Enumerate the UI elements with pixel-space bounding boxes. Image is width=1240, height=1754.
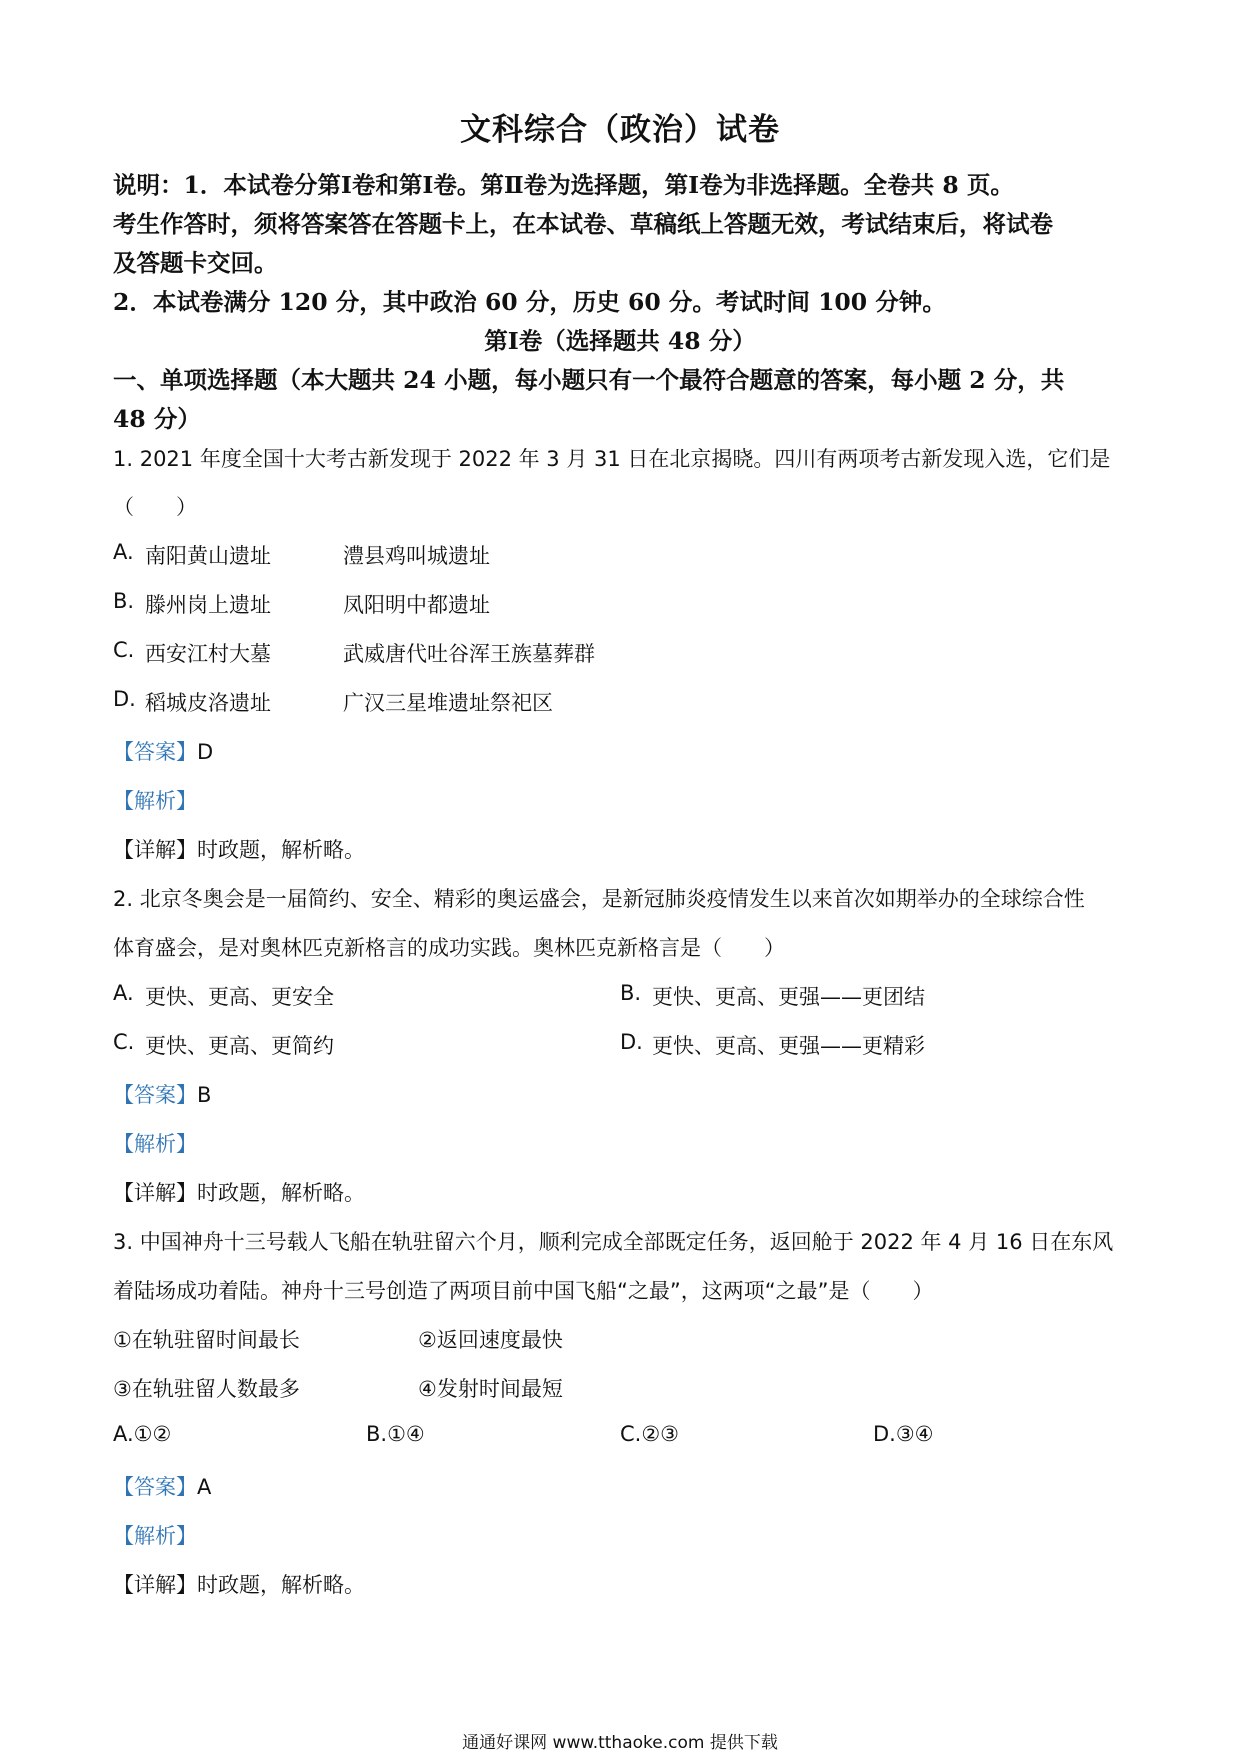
option-label: D. — [873, 1422, 896, 1446]
q1-option-a-site-1: 南阳黄山遗址 — [145, 544, 271, 568]
q2-option-a-text: 更快、更高、更安全 — [145, 985, 334, 1009]
answer-tag: 【答案】 — [113, 740, 197, 764]
q1-option-a-label: A. — [113, 540, 134, 564]
q3-option-b — [366, 1422, 425, 1446]
q3-item-1: ①在轨驻留时间最长 — [113, 1328, 300, 1352]
q1-option-c-site-2: 武威唐代吐谷浑王族墓葬群 — [343, 642, 595, 666]
option-text: ①④ — [387, 1422, 425, 1446]
page-title: 文科综合（政治）试卷 — [460, 112, 780, 148]
q1-detail: 【详解】时政题，解析略。 — [113, 838, 365, 862]
q2-option-b-label: B. — [620, 981, 642, 1005]
q1-option-d-site-1: 稻城皮洛遗址 — [145, 691, 271, 715]
question-3-stem-line-2: 着陆场成功着陆。神舟十三号创造了两项目前中国飞船“之最”，这两项“之最”是（ ） — [113, 1279, 934, 1303]
option-label: C. — [620, 1422, 642, 1446]
q3-detail: 【详解】时政题，解析略。 — [113, 1573, 365, 1597]
q2-option-a-label: A. — [113, 981, 134, 1005]
question-2-stem-line-2: 体育盛会，是对奥林匹克新格言的成功实践。奥林匹克新格言是（ ） — [113, 936, 785, 960]
q2-option-b-text: 更快、更高、更强——更团结 — [652, 985, 925, 1009]
page-footer: 通通好课网 www.tthaoke.com 提供下载 — [462, 1733, 778, 1753]
q1-option-c-label: C. — [113, 638, 135, 662]
option-text: ③④ — [895, 1422, 934, 1446]
section-heading: 第Ⅰ卷（选择题共 48 分） — [484, 327, 756, 355]
q2-option-d-label: D. — [620, 1030, 643, 1054]
question-1-stem-line-2: （ ） — [113, 495, 197, 519]
instructions-line-1: 说明：1．本试卷分第Ⅰ卷和第Ⅰ卷。第Ⅱ卷为选择题，第Ⅰ卷为非选择题。全卷共 8 页。 — [113, 171, 1014, 199]
question-3-stem-line-1: 3. 中国神舟十三号载人飞船在轨驻留六个月，顺利完成全部既定任务，返回舱于 2022 年 4 月 16 日在东风 — [113, 1230, 1114, 1254]
option-label: A. — [113, 1422, 134, 1446]
instructions-line-3: 及答题卡交回。 — [113, 249, 278, 277]
q3-item-3: ③在轨驻留人数最多 — [113, 1377, 300, 1401]
q1-option-b-site-2: 凤阳明中都遗址 — [343, 593, 490, 617]
option-text: ①② — [133, 1422, 172, 1446]
q3-option-a — [113, 1422, 171, 1446]
answer-tag: 【答案】 — [113, 1475, 197, 1499]
q1-analysis-tag: 【解析】 — [113, 789, 197, 813]
answer-value: A — [197, 1475, 212, 1499]
q3-item-4: ④发射时间最短 — [418, 1377, 563, 1401]
q2-option-c-text: 更快、更高、更简约 — [145, 1034, 334, 1058]
q2-option-c-label: C. — [113, 1030, 135, 1054]
q2-answer — [113, 1079, 211, 1109]
q3-answer — [113, 1471, 211, 1501]
q3-item-2: ②返回速度最快 — [418, 1328, 563, 1352]
q1-answer — [113, 736, 213, 766]
answer-value: D — [197, 740, 214, 764]
part-heading-line-1: 一、单项选择题（本大题共 24 小题，每小题只有一个最符合题意的答案，每小题 2 分，共 — [113, 366, 1065, 394]
q3-analysis-tag: 【解析】 — [113, 1524, 197, 1548]
question-1-stem-line-1: 1. 2021 年度全国十大考古新发现于 2022 年 3 月 31 日在北京揭晓。四川有两项考古新发现入选，它们是 — [113, 447, 1111, 471]
answer-tag: 【答案】 — [113, 1083, 197, 1107]
answer-value: B — [197, 1083, 212, 1107]
q3-option-c — [620, 1422, 679, 1446]
q1-option-d-label: D. — [113, 687, 136, 711]
q1-option-b-label: B. — [113, 589, 135, 613]
q3-option-d — [873, 1422, 934, 1446]
q1-option-a-site-2: 澧县鸡叫城遗址 — [343, 544, 490, 568]
instructions-line-4: 2．本试卷满分 120 分，其中政治 60 分，历史 60 分。考试时间 100 分钟。 — [113, 288, 946, 316]
part-heading-line-2: 48 分） — [113, 405, 201, 433]
q2-detail: 【详解】时政题，解析略。 — [113, 1181, 365, 1205]
q2-option-d-text: 更快、更高、更强——更精彩 — [652, 1034, 925, 1058]
instructions-line-2: 考生作答时，须将答案答在答题卡上，在本试卷、草稿纸上答题无效，考试结束后，将试卷 — [113, 210, 1053, 238]
q2-analysis-tag: 【解析】 — [113, 1132, 197, 1156]
question-2-stem-line-1: 2. 北京冬奥会是一届简约、安全、精彩的奥运盛会，是新冠肺炎疫情发生以来首次如期举办的全球综合性 — [113, 887, 1085, 911]
option-label: B. — [366, 1422, 388, 1446]
q1-option-c-site-1: 西安江村大墓 — [145, 642, 271, 666]
q1-option-b-site-1: 滕州岗上遗址 — [145, 593, 271, 617]
option-text: ②③ — [641, 1422, 679, 1446]
q1-option-d-site-2: 广汉三星堆遗址祭祀区 — [343, 691, 553, 715]
